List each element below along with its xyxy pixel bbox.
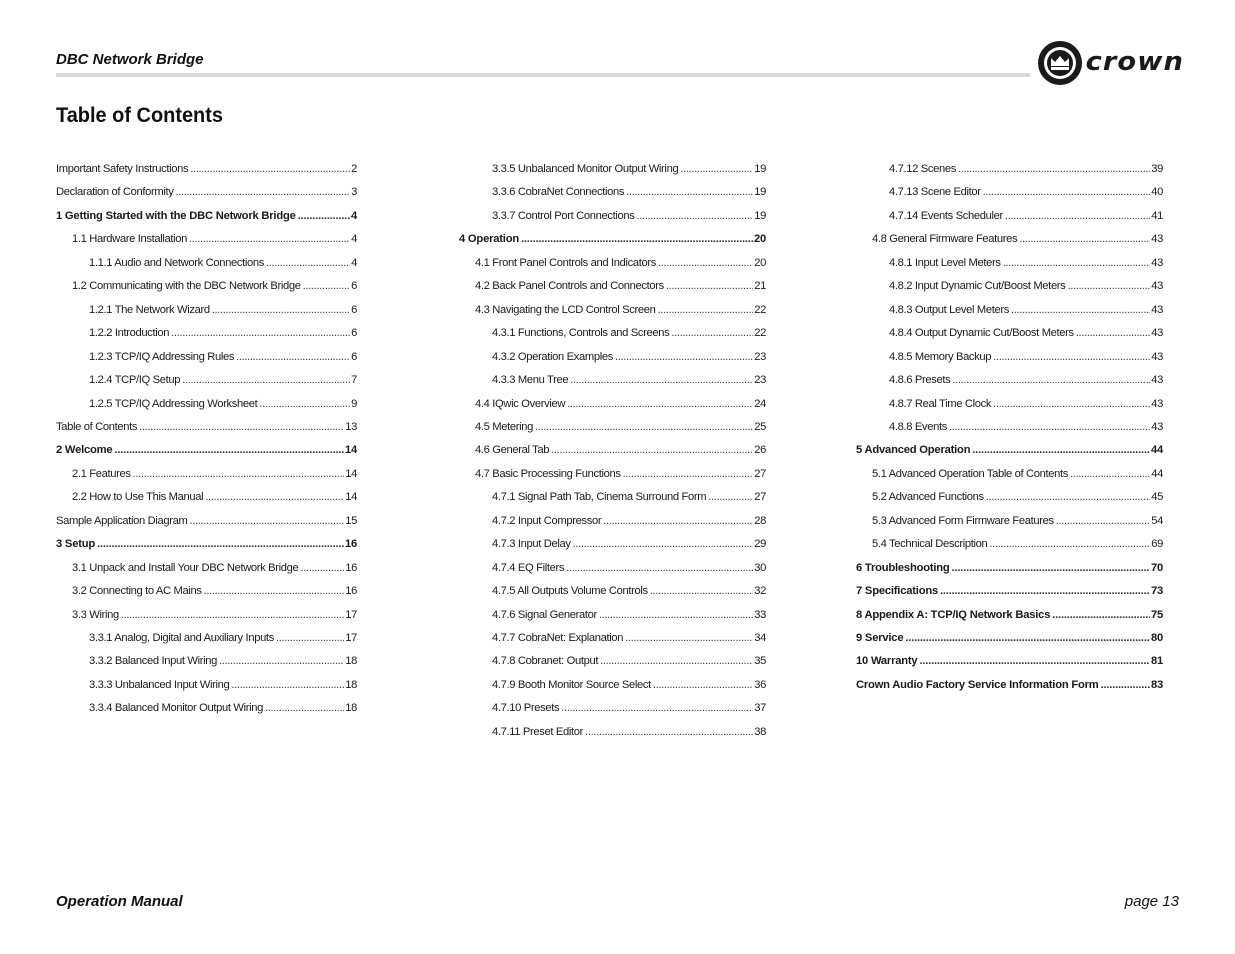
toc-entry-label: 4.7.11 Preset Editor (492, 725, 584, 738)
toc-entry-label: 5 Advanced Operation (856, 444, 971, 457)
toc-entry[interactable] (475, 280, 766, 296)
toc-entry-label: 4.7.4 EQ Filters (492, 561, 565, 574)
toc-entry-page: 54 (1151, 514, 1163, 527)
toc-entry-leader-dots (1067, 280, 1150, 292)
toc-entry-leader-dots (666, 280, 753, 292)
toc-entry-label: 4.7.8 Cobranet: Output (492, 655, 599, 668)
page-title: Table of Contents (56, 104, 223, 127)
toc-entry-page: 14 (345, 467, 357, 480)
toc-entry-page: 3 (351, 186, 357, 199)
toc-entry[interactable] (492, 726, 766, 742)
toc-entry[interactable] (56, 538, 357, 554)
toc-entry[interactable] (856, 655, 1163, 671)
toc-entry-leader-dots (623, 468, 754, 480)
header-rule (56, 73, 1030, 77)
toc-entry-page: 15 (345, 514, 357, 527)
toc-entry[interactable] (492, 163, 766, 179)
toc-entry-page: 30 (754, 561, 766, 574)
toc-entry-page: 34 (754, 632, 766, 644)
toc-entry-label: 5.3 Advanced Form Firmware Features (872, 514, 1054, 527)
toc-entry-label: 1.2.2 Introduction (89, 327, 170, 340)
toc-entry-leader-dots (650, 585, 754, 597)
toc-entry-page: 43 (1151, 256, 1163, 269)
toc-entry[interactable] (56, 515, 357, 531)
toc-entry-leader-dots (97, 538, 344, 550)
toc-entry-page: 19 (754, 209, 766, 222)
toc-entry[interactable] (872, 468, 1163, 484)
toc-entry-page: 75 (1150, 608, 1163, 621)
toc-entry-page: 73 (1150, 585, 1163, 598)
toc-entry[interactable] (459, 233, 766, 249)
toc-entry-page: 43 (1151, 350, 1163, 363)
toc-entry-leader-dots (171, 327, 350, 339)
toc-entry-leader-dots (625, 632, 753, 644)
toc-entry-leader-dots (1005, 210, 1150, 222)
toc-entry[interactable] (889, 210, 1163, 226)
toc-entry[interactable] (889, 163, 1163, 179)
toc-entry[interactable] (475, 257, 766, 273)
toc-entry-page: 20 (754, 256, 766, 269)
toc-entry-page: 16 (344, 538, 357, 551)
toc-entry-page: 21 (754, 280, 766, 293)
toc-entry-page: 23 (754, 374, 766, 387)
toc-entry[interactable] (475, 398, 766, 414)
toc-entry[interactable] (475, 421, 766, 437)
toc-entry-page: 43 (1151, 397, 1163, 410)
toc-entry-page: 38 (754, 725, 766, 738)
toc-entry-leader-dots (1076, 327, 1150, 339)
toc-entry-leader-dots (708, 491, 753, 503)
toc-entry[interactable] (889, 398, 1163, 414)
toc-entry-leader-dots (300, 562, 344, 574)
toc-entry-label: 4.7.10 Presets (492, 702, 560, 715)
toc-entry-leader-dots (570, 374, 753, 386)
toc-entry-leader-dots (219, 655, 344, 667)
toc-entry-leader-dots (600, 655, 753, 667)
toc-entry-leader-dots (189, 233, 350, 245)
toc-entry-page: 43 (1151, 233, 1163, 246)
toc-entry[interactable] (492, 585, 766, 601)
toc-entry-label: 4.3.1 Functions, Controls and Screens (492, 327, 670, 340)
toc-entry-label: 4.7.2 Input Compressor (492, 514, 602, 527)
toc-entry-page: 24 (754, 397, 766, 410)
toc-entry-label: 1.2.1 The Network Wizard (89, 303, 210, 316)
toc-entry-leader-dots (986, 491, 1151, 503)
toc-entry[interactable] (72, 562, 357, 578)
toc-entry-leader-dots (266, 257, 350, 269)
toc-entry-leader-dots (535, 421, 753, 433)
toc-entry-page: 16 (345, 561, 357, 574)
toc-entry-leader-dots (298, 210, 350, 222)
toc-entry-leader-dots (205, 491, 344, 503)
toc-entry-label: 4.8.7 Real Time Clock (889, 397, 992, 410)
toc-entry[interactable] (492, 491, 766, 507)
toc-entry-page: 7 (351, 374, 357, 387)
toc-entry-leader-dots (671, 327, 753, 339)
toc-entry-label: 1.1 Hardware Installation (72, 233, 188, 246)
toc-entry-label: 8 Appendix A: TCP/IQ Network Basics (856, 608, 1051, 621)
toc-entry[interactable] (492, 538, 766, 554)
toc-entry[interactable] (889, 351, 1163, 367)
toc-entry-page: 43 (1151, 420, 1163, 433)
toc-entry-page: 36 (754, 678, 766, 691)
toc-entry-leader-dots (958, 163, 1150, 175)
header-title: DBC Network Bridge (56, 51, 204, 68)
toc-entry[interactable] (492, 374, 766, 390)
toc-entry-leader-dots (1011, 304, 1150, 316)
toc-entry[interactable] (89, 351, 357, 367)
toc-entry-leader-dots (993, 398, 1150, 410)
toc-entry-label: 3.3.1 Analog, Digital and Auxiliary Inputs (89, 632, 274, 644)
toc-entry-leader-dots (121, 609, 344, 621)
toc-entry-page: 22 (754, 327, 766, 340)
toc-entry-page: 4 (351, 256, 357, 269)
toc-entry-leader-dots (573, 538, 754, 550)
toc-entry-page: 27 (754, 467, 766, 480)
toc-entry-page: 6 (351, 327, 357, 340)
toc-entry[interactable] (56, 421, 357, 437)
toc-entry[interactable] (492, 609, 766, 625)
toc-entry-page: 26 (754, 444, 766, 457)
toc-entry-page: 28 (754, 514, 766, 527)
toc-entry[interactable] (89, 327, 357, 343)
toc-entry-label: 4 Operation (459, 233, 519, 246)
toc-entry[interactable] (872, 515, 1163, 531)
toc-entry-leader-dots (1052, 609, 1150, 621)
toc-entry[interactable] (89, 702, 357, 718)
toc-entry-label: 4.7.1 Signal Path Tab, Cinema Surround Form (492, 491, 707, 504)
toc-entry-page: 27 (754, 491, 766, 504)
toc-entry-label: Declaration of Conformity (56, 186, 174, 199)
toc-entry-label: 5.1 Advanced Operation Table of Contents (872, 467, 1069, 480)
toc-entry-page: 29 (754, 538, 766, 551)
toc-entry-label: 9 Service (856, 632, 904, 644)
toc-entry-page: 35 (754, 655, 766, 668)
toc-entry-label: 1.1.1 Audio and Network Connections (89, 256, 264, 269)
toc-entry-label: 4.2 Back Panel Controls and Connectors (475, 280, 664, 293)
toc-entry-page: 4 (350, 209, 357, 222)
toc-entry-label: 3.3.2 Balanced Input Wiring (89, 655, 217, 668)
toc-entry-page: 6 (351, 303, 357, 316)
toc-entry-leader-dots (952, 562, 1150, 574)
toc-entry-leader-dots (182, 374, 350, 386)
toc-entry-leader-dots (599, 609, 753, 621)
toc-entry-page: 39 (1151, 163, 1163, 175)
toc-entry-label: 4.7.13 Scene Editor (889, 186, 981, 199)
toc-entry[interactable] (89, 398, 357, 414)
toc-entry-leader-dots (905, 632, 1150, 644)
toc-entry-leader-dots (993, 351, 1150, 363)
toc-entry[interactable] (872, 491, 1163, 507)
toc-entry-leader-dots (657, 304, 753, 316)
toc-entry-page: 6 (351, 350, 357, 363)
toc-entry-label: 4.8.4 Output Dynamic Cut/Boost Meters (889, 327, 1074, 340)
toc-entry-label: 4.3 Navigating the LCD Control Screen (475, 303, 656, 316)
toc-entry[interactable] (89, 374, 357, 390)
toc-entry[interactable] (856, 562, 1163, 578)
toc-entry-leader-dots (989, 538, 1150, 550)
toc-entry-leader-dots (567, 398, 753, 410)
toc-entry-page: 17 (345, 608, 357, 621)
toc-entry[interactable] (492, 351, 766, 367)
toc-entry-page: 18 (345, 678, 357, 691)
toc-entry-leader-dots (231, 679, 344, 691)
toc-entry-leader-dots (561, 702, 753, 714)
toc-entry-label: 3.3.4 Balanced Monitor Output Wiring (89, 702, 263, 715)
toc-entry-page: 43 (1151, 327, 1163, 340)
toc-entry-label: 3.3.6 CobraNet Connections (492, 186, 625, 199)
toc-entry-label: Crown Audio Factory Service Information Form (856, 678, 1099, 691)
toc-entry-label: 3.3.7 Control Port Connections (492, 209, 635, 222)
toc-entry-page: 43 (1151, 280, 1163, 293)
toc-entry[interactable] (492, 327, 766, 343)
toc-entry[interactable] (889, 257, 1163, 273)
toc-entry-label: 6 Troubleshooting (856, 561, 950, 574)
toc-entry-label: Table of Contents (56, 420, 138, 433)
toc-entry-leader-dots (919, 655, 1150, 667)
toc-entry[interactable] (872, 233, 1163, 249)
toc-entry-page: 69 (1151, 538, 1163, 551)
toc-entry[interactable] (889, 186, 1163, 202)
toc-entry[interactable] (89, 655, 357, 671)
toc-entry[interactable] (872, 538, 1163, 554)
toc-entry[interactable] (492, 210, 766, 226)
toc-entry-label: 10 Warranty (856, 655, 918, 668)
toc-entry[interactable] (72, 609, 357, 625)
toc-entry-page: 6 (351, 280, 357, 293)
toc-entry-page: 18 (345, 702, 357, 715)
toc-entry-leader-dots (952, 374, 1150, 386)
toc-entry-label: 3.3.5 Unbalanced Monitor Output Wiring (492, 163, 679, 175)
logo-wordmark: crown (1085, 47, 1184, 77)
toc-entry-label: 4.8.5 Memory Backup (889, 350, 992, 363)
toc-entry-page: 19 (754, 163, 766, 175)
toc-entry-leader-dots (114, 444, 344, 456)
toc-entry-page: 18 (345, 655, 357, 668)
toc-entry-label: 1.2.5 TCP/IQ Addressing Worksheet (89, 397, 258, 410)
toc-entry-leader-dots (972, 444, 1150, 456)
toc-entry-leader-dots (1019, 233, 1150, 245)
toc-entry-page: 40 (1151, 186, 1163, 199)
toc-entry-page: 25 (754, 420, 766, 433)
toc-entry-leader-dots (204, 585, 345, 597)
toc-entry-page: 32 (754, 585, 766, 598)
toc-entry-leader-dots (603, 515, 753, 527)
toc-entry-label: 4.7.14 Events Scheduler (889, 209, 1003, 222)
toc-entry-label: 4.3.3 Menu Tree (492, 374, 569, 387)
toc-entry-page: 81 (1150, 655, 1163, 668)
toc-entry-leader-dots (189, 515, 344, 527)
crown-logo-icon (1036, 37, 1084, 89)
toc-entry-label: 4.8.8 Events (889, 420, 947, 433)
toc-entry-leader-dots (139, 421, 344, 433)
toc-entry-label: 1.2 Communicating with the DBC Network Bridge (72, 280, 301, 293)
toc-entry[interactable] (475, 468, 766, 484)
toc-entry-label: 4.5 Metering (475, 420, 533, 433)
toc-entry-label: Sample Application Diagram (56, 514, 188, 527)
footer-manual-title: Operation Manual (56, 893, 183, 910)
toc-entry-page: 44 (1150, 444, 1163, 457)
toc-entry-label: 3.3.3 Unbalanced Input Wiring (89, 678, 230, 691)
toc-entry-label: 7 Specifications (856, 585, 938, 598)
toc-entry-leader-dots (626, 186, 753, 198)
toc-entry-label: 3.2 Connecting to AC Mains (72, 585, 202, 598)
toc-entry[interactable] (492, 655, 766, 671)
toc-entry-leader-dots (521, 233, 753, 245)
toc-entry[interactable] (856, 679, 1163, 695)
toc-entry[interactable] (56, 444, 357, 460)
toc-entry-page: 2 (351, 163, 357, 175)
toc-entry-page: 17 (345, 632, 357, 644)
toc-entry-leader-dots (212, 304, 350, 316)
toc-entry[interactable] (56, 210, 357, 226)
toc-entry[interactable] (492, 702, 766, 718)
toc-entry[interactable] (72, 280, 357, 296)
toc-entry-label: 4.8.6 Presets (889, 374, 951, 387)
toc-entry-label: 4.7.12 Scenes (889, 163, 956, 175)
toc-entry-leader-dots (1070, 468, 1150, 480)
toc-entry-page: 37 (754, 702, 766, 715)
toc-entry[interactable] (492, 632, 766, 648)
toc-entry[interactable] (889, 374, 1163, 390)
toc-entry-label: Important Safety Instructions (56, 163, 189, 175)
toc-entry-leader-dots (585, 726, 753, 738)
toc-entry-label: 4.8.3 Output Level Meters (889, 303, 1009, 316)
toc-entry-page: 4 (351, 233, 357, 246)
toc-entry-label: 4.8.1 Input Level Meters (889, 256, 1001, 269)
toc-entry-page: 20 (753, 233, 766, 246)
toc-entry-page: 43 (1151, 374, 1163, 387)
toc-entry-label: 4.3.2 Operation Examples (492, 350, 613, 363)
toc-entry-page: 33 (754, 608, 766, 621)
toc-entry[interactable] (889, 304, 1163, 320)
toc-entry-label: 4.4 IQwic Overview (475, 397, 566, 410)
toc-entry-leader-dots (276, 632, 344, 644)
toc-entry[interactable] (72, 233, 357, 249)
toc-entry-page: 23 (754, 350, 766, 363)
toc-entry-leader-dots (983, 186, 1151, 198)
toc-entry-label: 3.3 Wiring (72, 608, 119, 621)
toc-entry[interactable] (89, 304, 357, 320)
toc-entry-label: 4.8.2 Input Dynamic Cut/Boost Meters (889, 280, 1066, 293)
toc-entry-page: 13 (345, 420, 357, 433)
toc-entry-page: 16 (345, 585, 357, 598)
toc-entry-label: 4.7 Basic Processing Functions (475, 467, 621, 480)
toc-entry[interactable] (889, 327, 1163, 343)
toc-entry-leader-dots (190, 163, 350, 175)
toc-entry[interactable] (475, 444, 766, 460)
toc-entry[interactable] (492, 679, 766, 695)
toc-entry[interactable] (475, 304, 766, 320)
toc-entry-page: 14 (345, 491, 357, 504)
toc-entry-leader-dots (303, 280, 351, 292)
footer-page-number: page 13 (1124, 893, 1179, 910)
toc-entry-leader-dots (1056, 515, 1151, 527)
toc-entry-label: 5.2 Advanced Functions (872, 491, 984, 504)
toc-entry-page: 22 (754, 303, 766, 316)
toc-entry-page: 41 (1151, 209, 1163, 222)
toc-entry-label: 4.8 General Firmware Features (872, 233, 1018, 246)
toc-entry-leader-dots (1101, 679, 1150, 691)
toc-entry-page: 45 (1151, 491, 1163, 504)
toc-entry-label: 3 Setup (56, 538, 96, 551)
toc-entry-page: 19 (754, 186, 766, 199)
toc-entry-label: 4.7.3 Input Delay (492, 538, 571, 551)
toc-entry-page: 9 (351, 397, 357, 410)
toc-entry-page: 70 (1150, 561, 1163, 574)
toc-entry-label: 4.7.6 Signal Generator (492, 608, 597, 621)
toc-entry[interactable] (889, 280, 1163, 296)
toc-entry-leader-dots (636, 210, 753, 222)
toc-entry-label: 4.7.9 Booth Monitor Source Select (492, 678, 651, 691)
toc-entry-label: 4.7.5 All Outputs Volume Controls (492, 585, 648, 598)
toc-entry-leader-dots (236, 351, 350, 363)
toc-entry-leader-dots (566, 562, 753, 574)
toc-entry-label: 2.1 Features (72, 467, 131, 480)
toc-entry-leader-dots (653, 679, 753, 691)
toc-entry-label: 4.7.7 CobraNet: Explanation (492, 632, 624, 644)
toc-entry[interactable] (89, 679, 357, 695)
toc-entry-label: 4.6 General Tab (475, 444, 550, 457)
toc-entry-leader-dots (615, 351, 753, 363)
toc-entry[interactable] (492, 562, 766, 578)
toc-entry-leader-dots (658, 257, 753, 269)
toc-entry[interactable] (856, 609, 1163, 625)
toc-entry-page: 80 (1150, 632, 1163, 644)
toc-entry[interactable] (72, 585, 357, 601)
toc-entry[interactable] (89, 632, 357, 648)
toc-entry[interactable] (856, 632, 1163, 648)
toc-entry[interactable] (89, 257, 357, 273)
toc-entry-label: 1.2.4 TCP/IQ Setup (89, 374, 181, 387)
toc-entry-leader-dots (1003, 257, 1151, 269)
toc-entry-leader-dots (940, 585, 1150, 597)
toc-entry[interactable] (56, 163, 357, 179)
toc-entry-label: 1 Getting Started with the DBC Network Bridge (56, 209, 296, 222)
toc-entry-page: 14 (344, 444, 357, 457)
toc-entry[interactable] (492, 186, 766, 202)
toc-entry-leader-dots (551, 444, 753, 456)
toc-entry-label: 3.1 Unpack and Install Your DBC Network Bridge (72, 561, 299, 574)
toc-entry-page: 44 (1151, 467, 1163, 480)
toc-entry-leader-dots (680, 163, 753, 175)
toc-entry[interactable] (492, 515, 766, 531)
toc-entry-label: 2.2 How to Use This Manual (72, 491, 204, 504)
toc-entry[interactable] (889, 421, 1163, 437)
toc-entry-leader-dots (175, 186, 350, 198)
toc-entry-label: 2 Welcome (56, 444, 113, 457)
toc-entry-label: 1.2.3 TCP/IQ Addressing Rules (89, 350, 235, 363)
toc-entry-page: 83 (1150, 678, 1163, 691)
toc-entry[interactable] (72, 468, 357, 484)
toc-entry[interactable] (56, 186, 357, 202)
toc-entry-label: 5.4 Technical Description (872, 538, 988, 551)
toc-entry[interactable] (856, 585, 1163, 601)
toc-entry-leader-dots (265, 702, 344, 714)
toc-entry-leader-dots (949, 421, 1150, 433)
toc-entry-leader-dots (259, 398, 350, 410)
toc-entry[interactable] (72, 491, 357, 507)
toc-entry-page: 43 (1151, 303, 1163, 316)
crown-logo (1036, 37, 1184, 89)
toc-entry-leader-dots (133, 468, 345, 480)
toc-entry-label: 4.1 Front Panel Controls and Indicators (475, 256, 656, 269)
toc-entry[interactable] (856, 444, 1163, 460)
